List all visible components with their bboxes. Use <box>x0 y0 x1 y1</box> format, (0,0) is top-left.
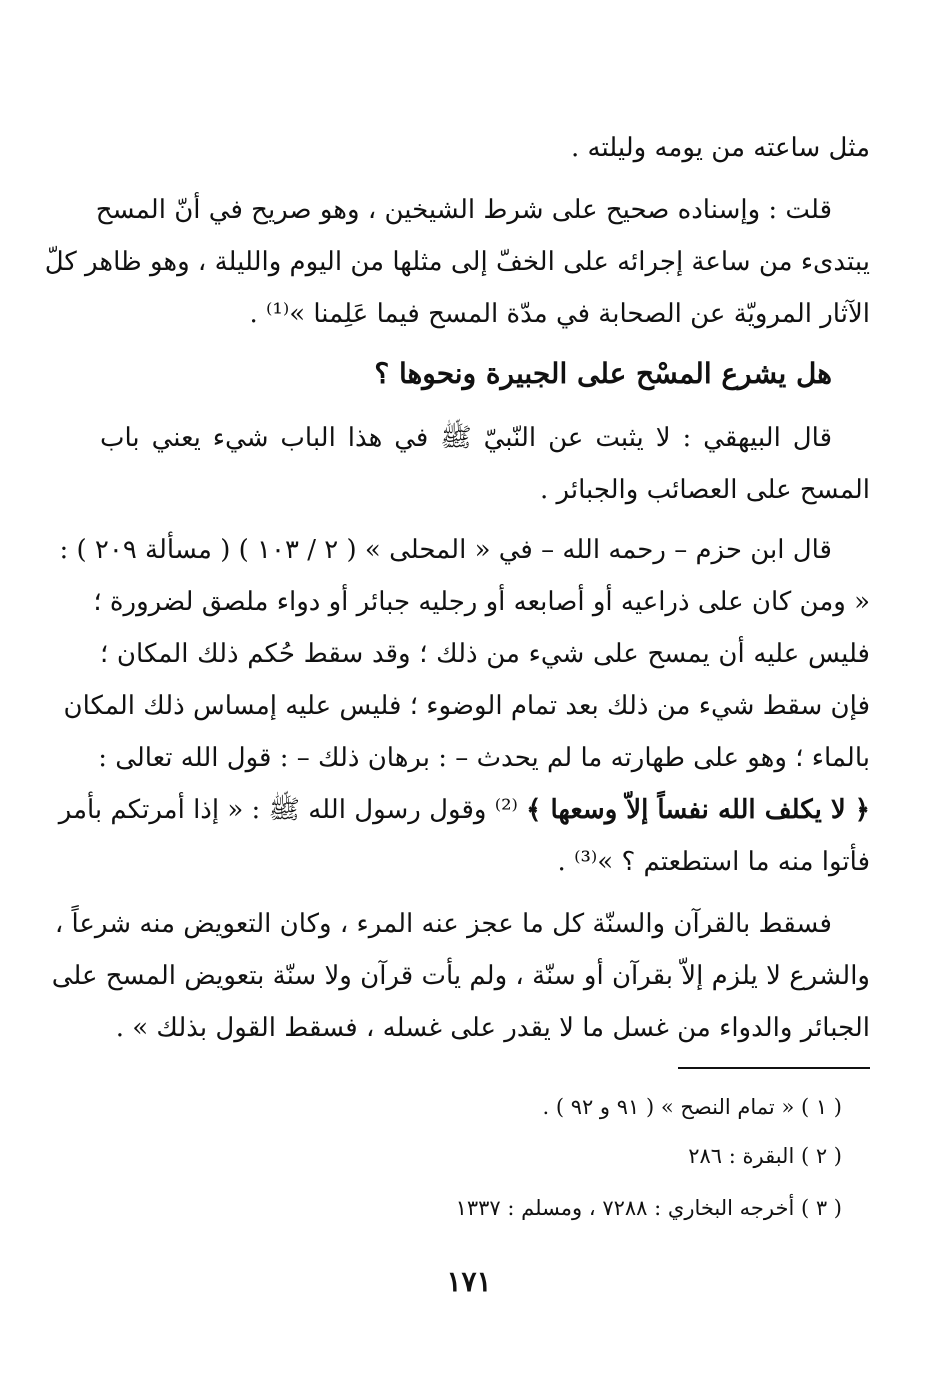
paragraph-commentary <box>44 184 870 340</box>
text-line: فإن سقط شيء من ذلك بعد تمام الوضوء ؛ فليس عليه إمساس ذلك المكان <box>63 691 870 721</box>
text-line: قلت : وإسناده صحيح على شرط الشيخين ، وهو صريح في أنّ المسح <box>95 195 832 225</box>
paragraph-continuation <box>100 122 870 174</box>
quran-verse-line <box>58 784 870 836</box>
text-line: الجبائر والدواء من غسل ما لا يقدر على غسله ، فسقط القول بذلك » . <box>115 1013 870 1043</box>
text-line: « ومن كان على ذراعيه أو أصابعه أو رجليه جبائر أو دواء ملصق لضرورة ؛ <box>93 587 870 617</box>
text-line: قال ابن حزم – رحمه الله – في « المحلى » ( ٢ / ١٠٣ ) ( مسألة ٢٠٩ ) : <box>59 535 832 565</box>
text-line: مثل ساعته من يومه وليلته . <box>570 133 870 163</box>
footnote-1: ( ١ ) « تمام النصح » ( ٩١ و ٩٢ ) . <box>542 1095 842 1119</box>
text-line: فليس عليه أن يمسح على شيء من ذلك ؛ وقد سقط حُكم ذلك المكان ؛ <box>100 639 870 669</box>
text-line: الآثار المرويّة عن الصحابة في مدّة المسح فيما عَلِمنا »⁽¹⁾ . <box>249 299 870 329</box>
text-line-rest: ⁽²⁾ وقول رسول الله ﷺ : « إذا أمرتكم بأمر <box>58 795 518 825</box>
text-line: يبتدىء من ساعة إجرائه على الخفّ إلى مثلها من اليوم والليلة ، وهو ظاهر كلّ <box>44 247 870 277</box>
page-number: ١٧١ <box>446 1265 492 1298</box>
section-heading-text: هل يشرع المسْح على الجبيرة ونحوها ؟ <box>374 357 832 390</box>
footnote-3: ( ٣ ) أخرجه البخاري : ٧٢٨٨ ، ومسلم : ١٣٣٧ <box>455 1196 842 1220</box>
text-line: بالماء ؛ وهو على طهارته ما لم يحدث – : برهان ذلك – : قول الله تعالى : <box>98 743 870 773</box>
quran-verse: ﴿ لا يكلف الله نفساً إلاّ وسعها ﴾ <box>526 795 870 825</box>
paragraph-conclusion <box>51 898 870 1054</box>
text-line: فأتوا منه ما استطعتم ؟ »⁽³⁾ . <box>557 847 870 877</box>
text-line: والشرع لا يلزم إلاّ بقرآن أو سنّة ، ولم يأت قرآن ولا سنّة بتعويض المسح على <box>51 961 870 991</box>
footnote-separator <box>678 1067 870 1069</box>
text-line: فسقط بالقرآن والسنّة كل ما عجز عنه المرء ، وكان التعويض منه شرعاً ، <box>54 909 832 939</box>
paragraph-bayhaqi <box>100 412 870 516</box>
footnote-2: ( ٢ ) البقرة : ٢٨٦ <box>688 1144 842 1168</box>
paragraph-ibn-hazm <box>58 524 870 888</box>
text-line: المسح على العصائب والجبائر . <box>539 475 870 505</box>
section-heading <box>100 348 870 400</box>
text-line: قال البيهقي : لا يثبت عن النّبيّ ﷺ في هذا الباب شيء يعني باب <box>100 423 832 453</box>
